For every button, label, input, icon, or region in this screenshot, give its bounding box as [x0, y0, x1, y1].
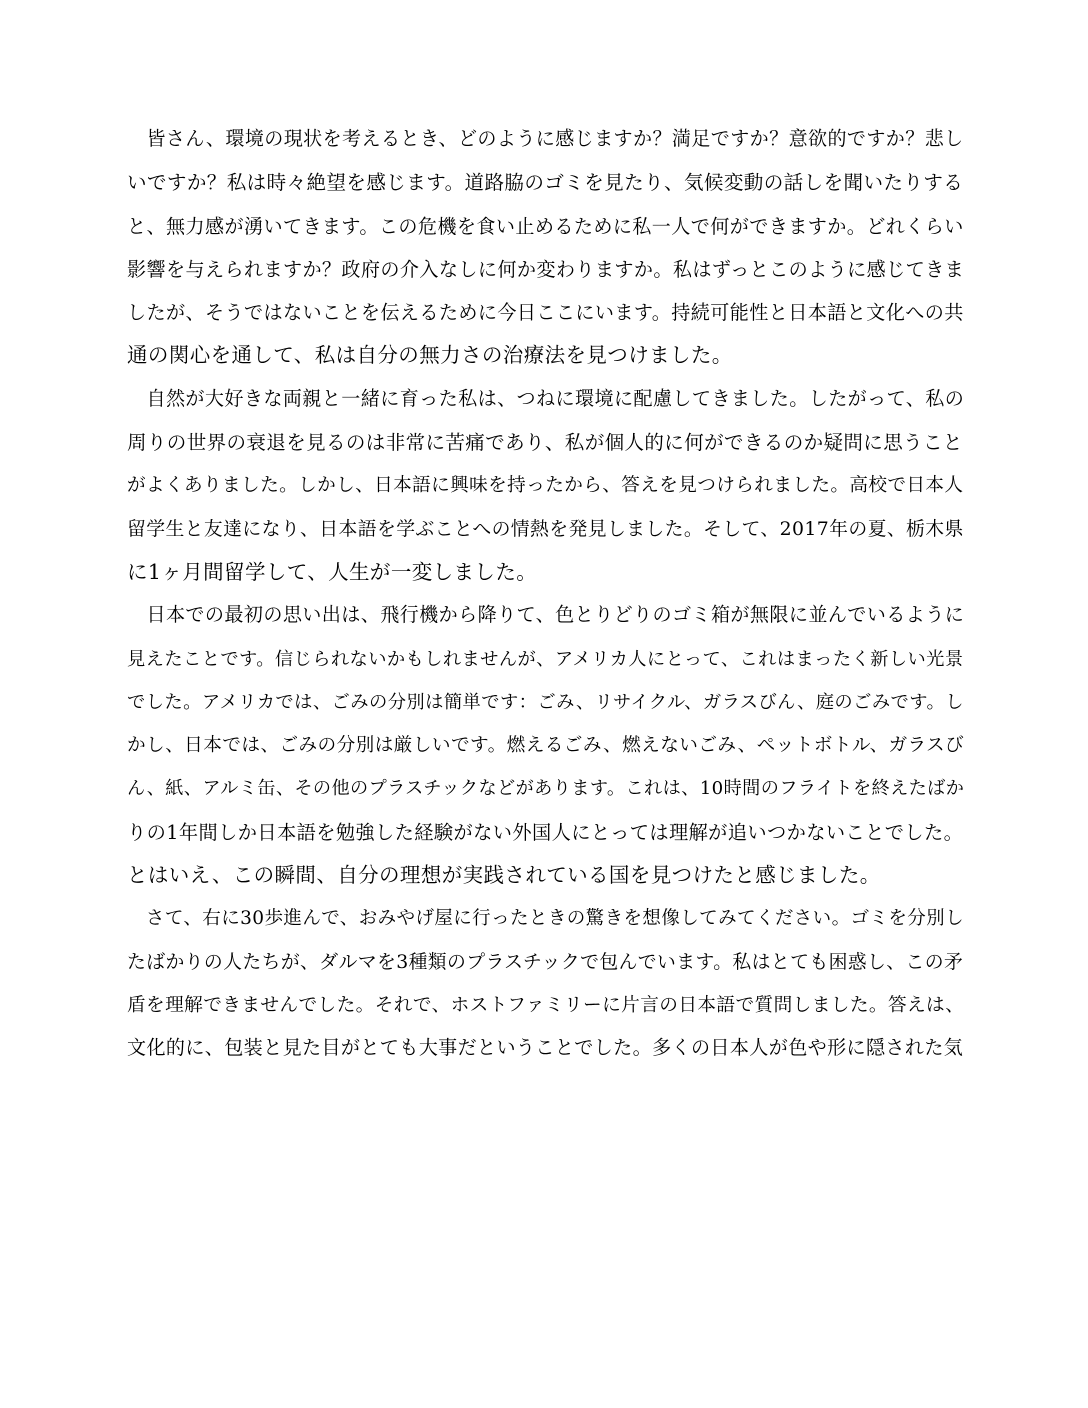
- text-line: ん、紙、アルミ缶、その他のプラスチックなどがあります。これは、10時間のフライトを終えたばか: [127, 778, 965, 800]
- text-line: がよくありました。しかし、日本語に興味を持ったから、答えを見つけられました。高校で日本人: [127, 475, 964, 497]
- text-line: 日本での最初の思い出は、飛行機から降りて、色とりどりのゴミ箱が無限に並んでいるように: [127, 604, 965, 627]
- text-line: 留学生と友達になり、日本語を学ぶことへの情熱を発見しました。そして、2017年の夏、栃木県: [127, 518, 964, 540]
- text-line: 影響を与えられますか？政府の介入なしに何か変わりますか。私はずっとこのように感じてきま: [127, 257, 965, 281]
- text-line: 見えたことです。信じられないかもしれませんが、アメリカ人にとって、これはまったく新しい光景: [127, 648, 964, 670]
- text-line: でした。アメリカでは、ごみの分別は簡単です：ごみ、リサイクル、ガラスびん、庭のごみです。し: [127, 691, 964, 713]
- paragraph-2: [127, 378, 967, 594]
- text-line: かし、日本では、ごみの分別は厳しいです。燃えるごみ、燃えないごみ、ペットボトル、ガラスび: [127, 735, 965, 757]
- text-line: 皆さん、環境の現状を考えるとき、どのように感じますか？満足ですか？意欲的ですか？悲し: [127, 128, 964, 150]
- text-line: 周りの世界の衰退を見るのは非常に苦痛であり、私が個人的に何ができるのか疑問に思うこと: [127, 431, 963, 455]
- text-line: 文化的に、包装と見た目がとても大事だということでした。多くの日本人が色や形に隠された気: [127, 1037, 964, 1060]
- text-line: と、無力感が湧いてきます。この危機を食い止めるために私一人で何ができますか。どれくらい: [127, 214, 964, 238]
- text-line: 通の関心を通して、私は自分の無力さの治療法を見つけました。: [127, 343, 733, 368]
- text-line: 盾を理解できませんでした。それで、ホストファミリーに片言の日本語で質問しました。答えは、: [127, 994, 965, 1016]
- text-line: さて、右に30歩進んで、おみやげ屋に行ったときの驚きを想像してみてください。ゴミを分別し: [127, 908, 964, 930]
- text-line: たばかりの人たちが、ダルマを3種類のプラスチックで包んでいます。私はとても困惑し、この矛: [127, 951, 964, 973]
- text-line: いですか？私は時々絶望を感じます。道路脇のゴミを見たり、気候変動の話しを聞いたりする: [127, 171, 964, 195]
- paragraph-3: [127, 594, 967, 897]
- essay-body: [127, 118, 967, 1071]
- text-line: りの1年間しか日本語を勉強した経験がない外国人にとっては理解が追いつかないことでした。: [127, 820, 964, 844]
- paragraph-4: [127, 897, 967, 1070]
- text-line: したが、そうではないことを伝えるために今日ここにいます。持続可能性と日本語と文化への共: [127, 301, 964, 325]
- text-line: に1ヶ月間留学して、人生が一変しました。: [127, 559, 538, 584]
- text-line: 自然が大好きな両親と一緒に育った私は、つねに環境に配慮してきました。したがって、私の: [127, 387, 965, 410]
- text-line: とはいえ、この瞬間、自分の理想が実践されている国を見つけたと感じました。: [127, 863, 881, 888]
- paragraph-1: [127, 118, 967, 378]
